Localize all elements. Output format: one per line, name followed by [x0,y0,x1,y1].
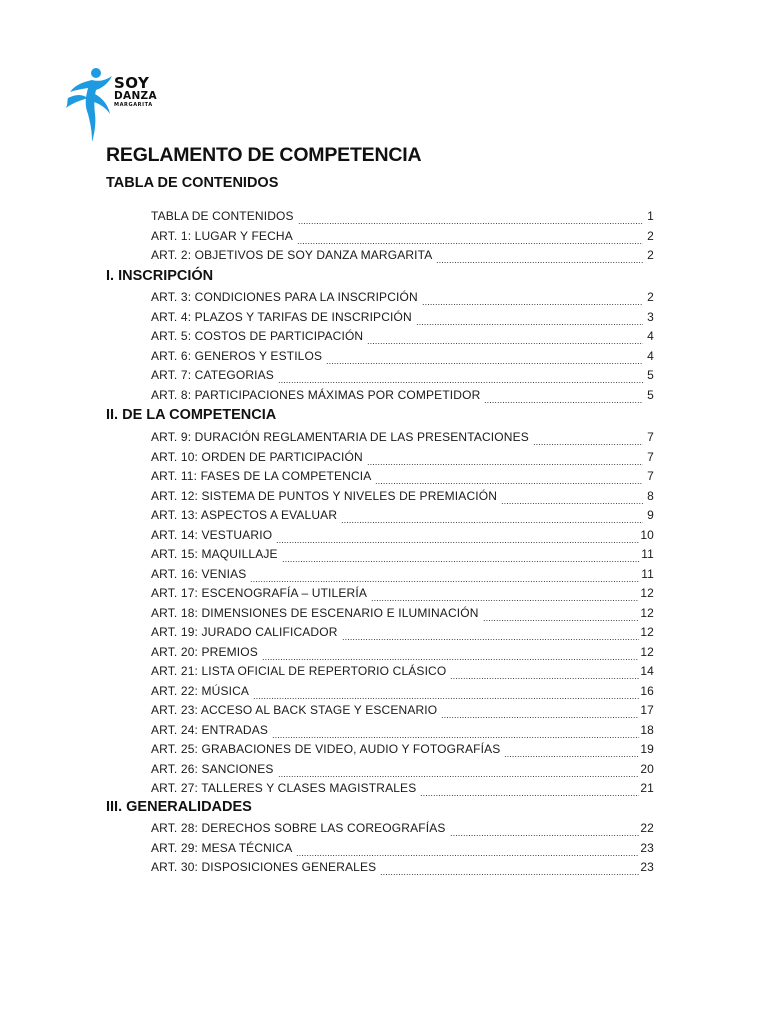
toc-page-number: 21 [640,781,654,795]
toc-entry-label: ART. 18: DIMENSIONES DE ESCENARIO E ILUMINACIÓN [151,605,479,620]
toc-entry-label: ART. 12: SISTEMA DE PUNTOS Y NIVELES DE PREMIACIÓN [151,488,498,503]
toc-page-number: 3 [647,309,654,324]
toc-entry-label: ART. 1: LUGAR Y FECHA [151,228,293,243]
toc-entry[interactable] [151,606,654,625]
dot-leader [501,503,643,504]
toc-page-number: 11 [641,547,654,561]
toc-page-number: 14 [640,664,654,678]
toc-entry-label: ART. 3: CONDICIONES PARA LA INSCRIPCIÓN [151,290,418,304]
toc-entry-label: ART. 26: SANCIONES [151,761,274,776]
logo-line-danza: DANZA [114,90,157,102]
toc-entry[interactable] [151,645,654,664]
dot-leader [367,343,643,344]
toc-page-number: 16 [640,683,654,698]
section-heading: II. DE LA COMPETENCIA [106,407,277,423]
dot-leader [483,620,640,621]
toc-entry[interactable] [151,762,654,781]
toc-heading: TABLA DE CONTENIDOS [106,175,279,191]
toc-entry-label: TABLA DE CONTENIDOS [151,209,294,223]
toc-entry[interactable] [151,508,654,527]
toc-entry-label: ART. 14: VESTUARIO [151,527,273,542]
toc-page-number: 4 [647,329,654,343]
dot-leader [533,444,643,445]
toc-entry-label: ART. 7: CATEGORIAS [151,368,274,382]
toc-entry-label: ART. 4: PLAZOS Y TARIFAS DE INSCRIPCIÓN [151,309,412,324]
toc-entry[interactable] [151,586,654,605]
toc-entry[interactable] [151,703,654,722]
toc-entry[interactable] [151,781,654,800]
logo-line-soy: SOY [114,74,150,92]
toc-entry-label: ART. 6: GENEROS Y ESTILOS [151,348,323,363]
toc-page-number: 7 [647,469,654,483]
dot-leader [296,855,639,856]
toc-page-number: 10 [640,527,654,542]
toc-page-number: 12 [640,644,654,659]
toc-entry[interactable] [151,329,654,348]
toc-entry-label: ART. 5: COSTOS DE PARTICIPACIÓN [151,329,364,343]
toc-entry-label: ART. 22: MÚSICA [151,683,250,698]
dot-leader [250,581,640,582]
dot-leader [276,542,639,543]
toc-entry[interactable] [151,528,654,547]
section-heading: III. GENERALIDADES [106,799,252,815]
toc-page-number: 2 [647,248,654,262]
toc-entry[interactable] [151,469,654,488]
toc-entry-label: ART. 28: DERECHOS SOBRE LAS COREOGRAFÍAS [151,821,446,835]
logo-line-margarita: MARGARITA [114,101,153,108]
dot-leader [504,756,639,757]
toc-page-number: 17 [640,703,654,717]
toc-page-number: 7 [647,430,654,444]
dot-leader [298,223,643,224]
toc-page-number: 22 [640,821,654,835]
toc-entry[interactable] [151,290,654,309]
toc-entry[interactable] [151,742,654,761]
toc-page-number: 18 [640,722,654,737]
toc-entry-label: ART. 2: OBJETIVOS DE SOY DANZA MARGARITA [151,248,433,262]
dot-leader [297,243,643,244]
dot-leader [420,795,639,796]
toc-entry-label: ART. 8: PARTICIPACIONES MÁXIMAS POR COMPETIDOR [151,387,481,402]
dancer-logo-icon [62,64,114,146]
dot-leader [371,600,639,601]
toc-page-number: 2 [647,290,654,304]
toc-entry-label: ART. 19: JURADO CALIFICADOR [151,625,338,639]
toc-page-number: 5 [647,387,654,402]
dot-leader [326,363,643,364]
toc-entry[interactable] [151,841,654,860]
toc-page-number: 23 [640,860,654,874]
toc-entry-label: ART. 25: GRABACIONES DE VIDEO, AUDIO Y FOTOGRAFÍAS [151,742,501,756]
toc-entry[interactable] [151,229,654,248]
toc-entry-label: ART. 29: MESA TÉCNICA [151,840,293,855]
toc-entry-label: ART. 13: ASPECTOS A EVALUAR [151,508,338,522]
toc-entry[interactable] [151,684,654,703]
toc-entry[interactable] [151,567,654,586]
toc-entry[interactable] [151,664,654,683]
toc-entry-label: ART. 17: ESCENOGRAFÍA – UTILERÍA [151,586,367,600]
toc-entry[interactable] [151,430,654,449]
dot-leader [262,659,639,660]
dot-leader [436,262,643,263]
toc-page-number: 11 [641,566,654,581]
toc-page-number: 1 [647,209,654,223]
dot-leader [282,561,641,562]
toc-page-number: 5 [647,368,654,382]
toc-entry-label: ART. 9: DURACIÓN REGLAMENTARIA DE LAS PRESENTACIONES [151,430,529,444]
toc-entry-label: ART. 27: TALLERES Y CLASES MAGISTRALES [151,781,417,795]
toc-entry[interactable] [151,349,654,368]
dot-leader [367,464,643,465]
toc-entry-label: ART. 16: VENIAS [151,566,247,581]
document-title: REGLAMENTO DE COMPETENCIA [106,144,422,166]
toc-entry-label: ART. 11: FASES DE LA COMPETENCIA [151,469,372,483]
toc-entry[interactable] [151,821,654,840]
toc-page-number: 12 [640,605,654,620]
toc-entry-label: ART. 23: ACCESO AL BACK STAGE Y ESCENARIO [151,703,438,717]
dot-leader [278,382,643,383]
toc-page-number: 9 [647,508,654,522]
toc-entry[interactable] [151,625,654,644]
toc-entry[interactable] [151,723,654,742]
toc-page-number: 20 [640,761,654,776]
dot-leader [375,483,643,484]
toc-entry[interactable] [151,388,654,407]
toc-entry[interactable] [151,310,654,329]
toc-entry[interactable] [151,248,654,267]
toc-page-number: 19 [640,742,654,756]
toc-entry-label: ART. 10: ORDEN DE PARTICIPACIÓN [151,449,363,464]
dot-leader [342,639,640,640]
dot-leader [450,835,640,836]
toc-entry-label: ART. 21: LISTA OFICIAL DE REPERTORIO CLÁSICO [151,664,447,678]
dot-leader [416,324,643,325]
toc-entry[interactable] [151,489,654,508]
toc-page-number: 23 [640,840,654,855]
dot-leader [341,522,643,523]
logo [62,64,172,146]
toc-entry[interactable] [151,860,654,879]
toc-page-number: 2 [647,228,654,243]
toc-entry[interactable] [151,547,654,566]
toc-page-number: 4 [647,348,654,363]
toc-entry-label: ART. 20: PREMIOS [151,644,258,659]
toc-entry[interactable] [151,450,654,469]
logo-text [114,76,157,108]
dot-leader [278,776,640,777]
dot-leader [441,717,639,718]
toc-page-number: 12 [640,625,654,639]
toc-page-number: 8 [647,488,654,503]
toc-page-number: 7 [647,449,654,464]
toc-entry-label: ART. 30: DISPOSICIONES GENERALES [151,860,377,874]
toc-entry-label: ART. 24: ENTRADAS [151,722,269,737]
section-heading: I. INSCRIPCIÓN [106,268,214,284]
toc-entry[interactable] [151,368,654,387]
toc-entry[interactable] [151,209,654,228]
dot-leader [422,304,643,305]
dot-leader [380,874,639,875]
dot-leader [253,698,639,699]
toc-page-number: 12 [640,586,654,600]
toc-entry-label: ART. 15: MAQUILLAJE [151,547,278,561]
dot-leader [484,402,643,403]
dot-leader [272,737,639,738]
dot-leader [450,678,639,679]
